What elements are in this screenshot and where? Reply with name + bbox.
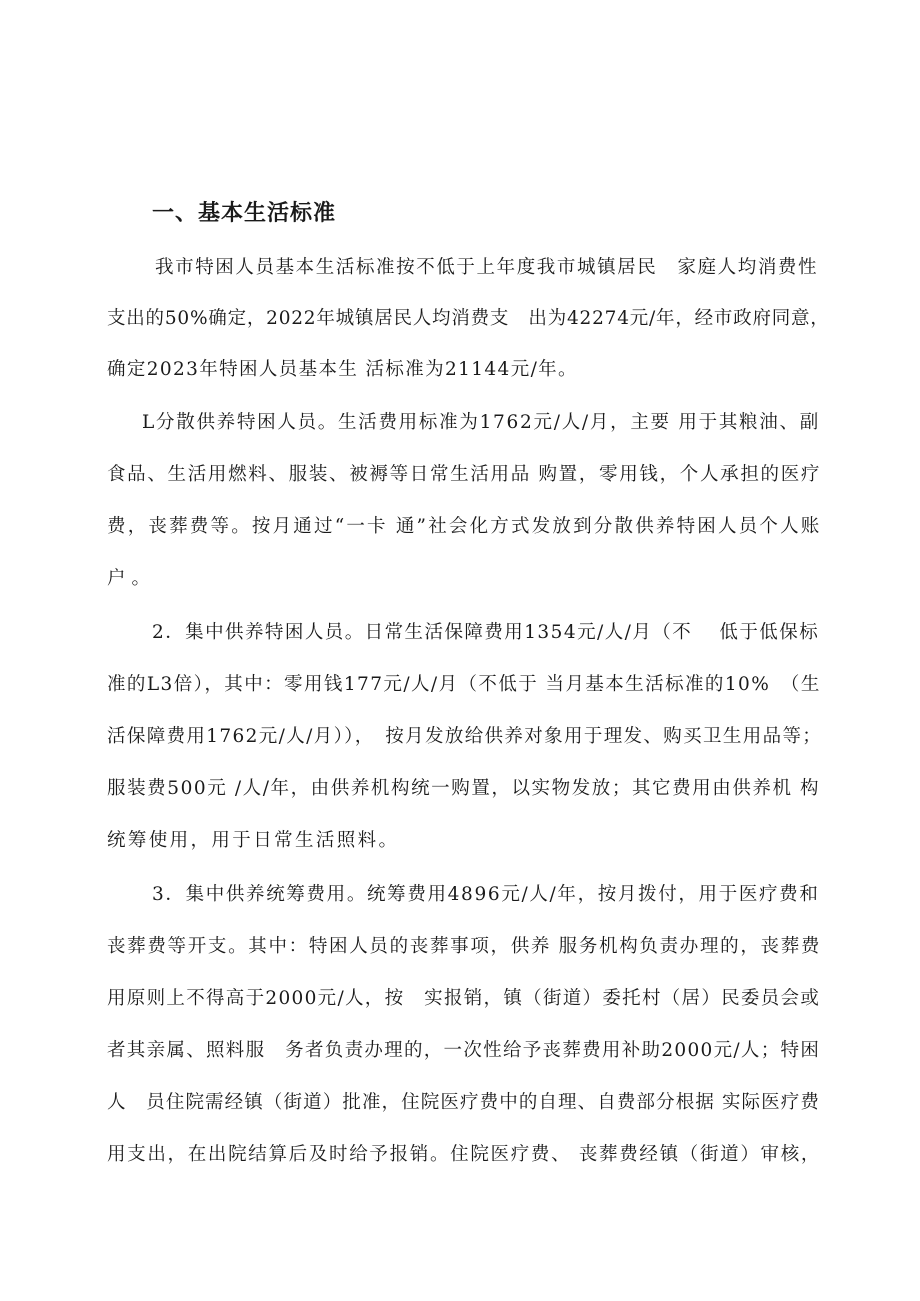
section-heading: 一、基本生活标准 <box>152 201 337 226</box>
paragraph-4-line-3: 用原则上不得高于2000元/人，按 实报销，镇（街道）委托村（居）民委员会或 <box>107 988 821 1009</box>
paragraph-1-line-2: 支出的50%确定，2022年城镇居民人均消费支 出为42274元/年，经市政府同意， <box>107 308 830 329</box>
paragraph-4-line-5: 人 员住院需经镇（街道）批准，住院医疗费中的自理、自费部分根据 实际医疗费 <box>107 1092 820 1113</box>
paragraph-2-line-4: 户。 <box>107 568 157 589</box>
paragraph-2-line-2: 食品、生活用燃料、服装、被褥等日常生活用品 购置，零用钱，个人承担的医疗 <box>107 464 822 485</box>
paragraph-4-line-1: 3．集中供养统筹费用。统筹费用4896元/人/年，按月拨付，用于医疗费和 <box>152 884 820 905</box>
paragraph-3-line-3: 活保障费用1762元/人/月））， 按月发放给供养对象用于理发、购买卫生用品等； <box>107 726 823 747</box>
paragraph-4-line-2: 丧葬费等开支。其中：特困人员的丧葬事项，供养 服务机构负责办理的，丧葬费 <box>107 936 822 957</box>
paragraph-4-line-6: 用支出，在出院结算后及时给予报销。住院医疗费、 丧葬费经镇（街道）审核， <box>107 1144 822 1165</box>
paragraph-3-line-1: 2．集中供养特困人员。日常生活保障费用1354元/人/月（不 低于低保标 <box>152 622 820 643</box>
paragraph-1-line-1: 我市特困人员基本生活标准按不低于上年度我市城镇居民 家庭人均消费性 <box>155 257 819 278</box>
paragraph-3-line-4: 服装费500元 /人/年，由供养机构统一购置，以实物发放；其它费用由供养机 构 <box>107 778 821 799</box>
paragraph-3-line-5: 统筹使用，用于日常生活照料。 <box>107 830 400 851</box>
paragraph-4-line-4: 者其亲属、照料服 务者负责办理的，一次性给予丧葬费用补助2000元/人；特困 <box>107 1040 821 1061</box>
paragraph-2-line-3: 费，丧葬费等。按月通过“一卡 通”社会化方式发放到分散供养特困人员个人账 <box>107 516 822 537</box>
paragraph-1-line-3: 确定2023年特困人员基本生 活标准为21144元/年。 <box>107 359 578 380</box>
paragraph-3-line-2: 准的L3倍），其中：零用钱177元/人/月（不低于 当月基本生活标准的10% （生 <box>107 674 821 695</box>
paragraph-2-line-1: L分散供养特困人员。生活费用标准为1762元/人/月，主要 用于其粮油、副 <box>142 412 820 433</box>
